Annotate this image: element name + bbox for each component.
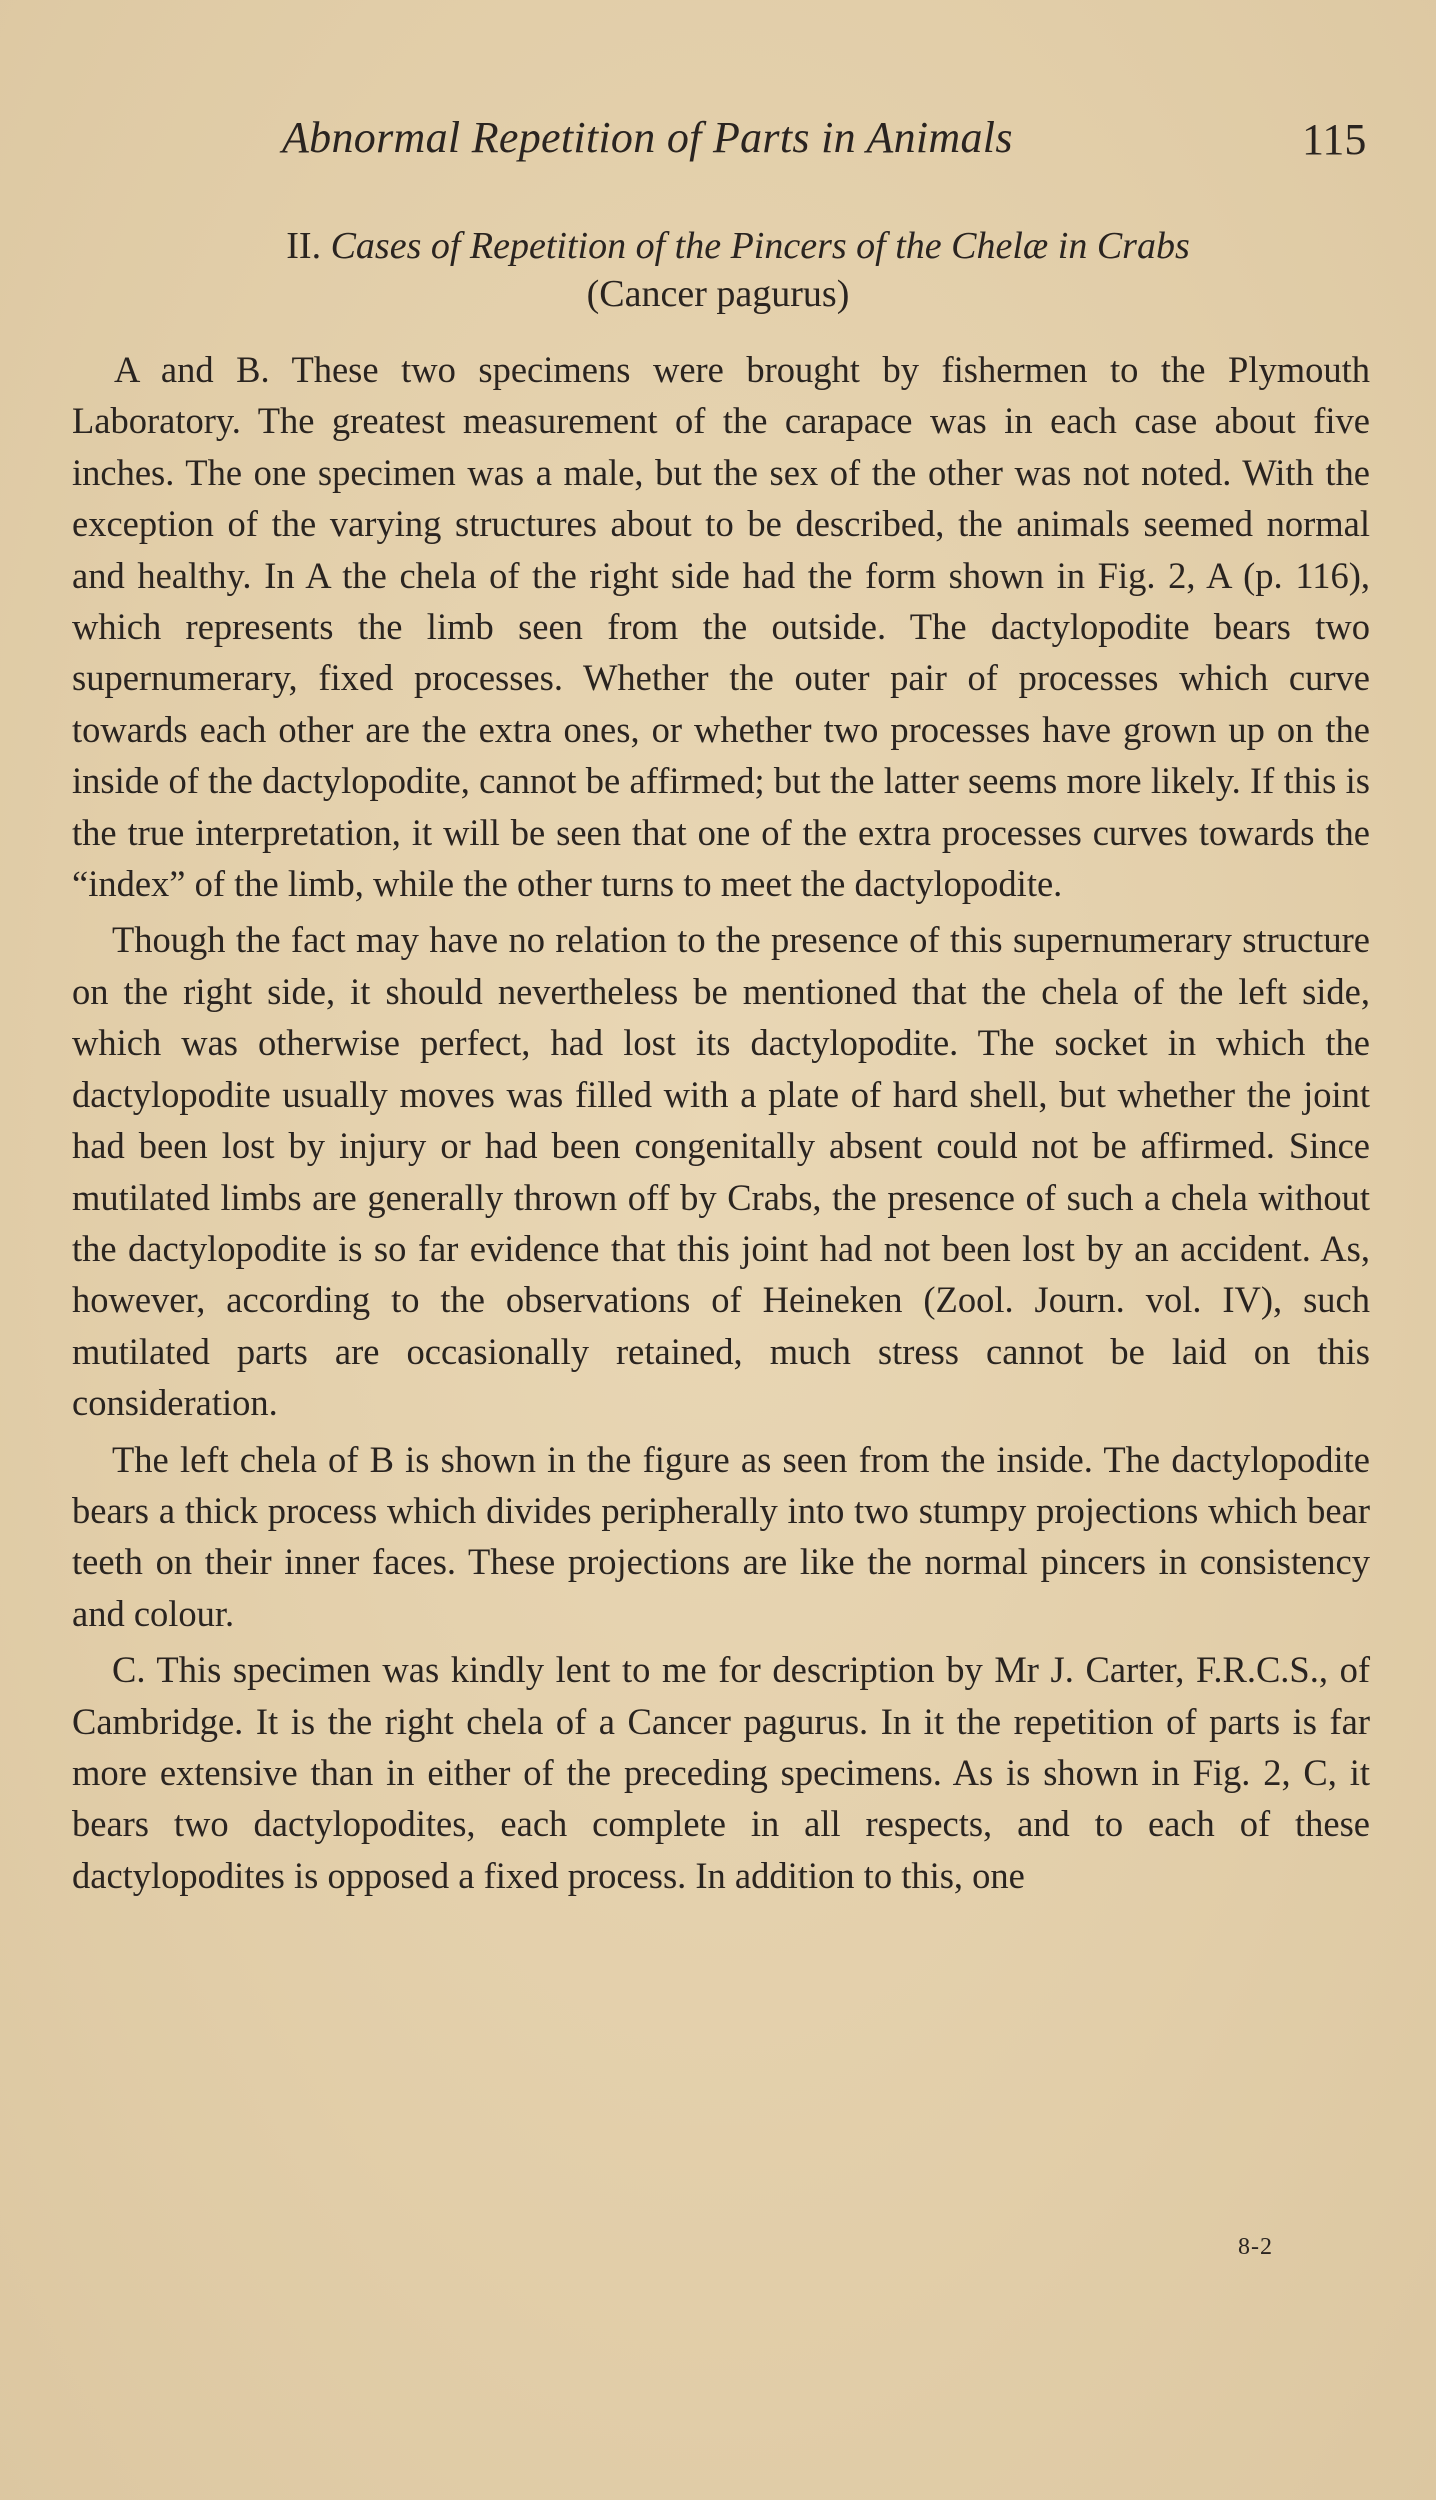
signature-mark: 8-2 [1238,2234,1273,2260]
paragraph: The left chela of B is shown in the figure as seen from the inside. The dactylopodite bears a thick process which divides peripherally into two stumpy projections which bear teeth on their inner faces. These projections are like the normal pincers in consistency and colour. [72,1438,1370,1634]
section-number: II. [286,225,322,267]
paragraph: A and B. These two specimens were brought by fishermen to the Plymouth Laboratory. The greatest measurement of the carapace was in each case about five inches. The one specimen was a male, but the sex of the other was not noted. With the exception of the varying structures about to be described, the animals seemed normal and healthy. In A the chela of the right side had the form shown in Fig. 2, A (p. 116), which represents the limb seen from the outside. The dactylopodite bears two supernumerary, fixed processes. Whether the outer pair of processes which curve towards each other are the extra ones, or whether two processes have grown up on the inside of the dactylopodite, cannot be affirmed; but the latter seems more likely. If this is the true interpretation, it will be seen that one of the extra processes curves towards the “index” of the limb, while the other turns to meet the dactylopodite. [72,349,1370,905]
paragraph: Though the fact may have no relation to the presence of this supernumerary structure on the right side, it should nevertheless be mentioned that the chela of the left side, which was otherwise perfect, had lost its dactylopodite. The socket in which the dactylopodite usually moves was filled with a plate of hard shell, but whether the joint had been lost by injury or had been congenitally absent could not be affirmed. Since mutilated limbs are generally thrown off by Crabs, the presence of such a chela without the dactylopodite is so far evidence that this joint had not been lost by an accident. As, however, according to the observations of Heineken (Zool. Journ. vol. IV), such mutilated parts are occasionally retained, much stress cannot be laid on this consideration. [72,919,1370,1424]
page-number: 115 [1302,115,1367,164]
section-subtitle: (Cancer pagurus) [586,273,850,315]
section-heading-line [0,222,1436,270]
running-head [0,112,1436,172]
section-heading [0,222,1436,318]
body-text [72,344,1370,1906]
paragraph: C. This specimen was kindly lent to me for description by Mr J. Carter, F.R.C.S., of Cambridge. It is the right chela of a Cancer pagurus. In it the repetition of parts is far more extensive than in either of the preceding specimens. As is shown in Fig. 2, C, it bears two dactylopodites, each complete in all respects, and to each of these dactylopodites is opposed a fixed process. In addition to this, one [72,1649,1370,1896]
section-title: Cases of Repetition of the Pincers of the Chelæ in Crabs [330,225,1190,267]
running-title: Abnormal Repetition of Parts in Animals [282,113,1013,162]
